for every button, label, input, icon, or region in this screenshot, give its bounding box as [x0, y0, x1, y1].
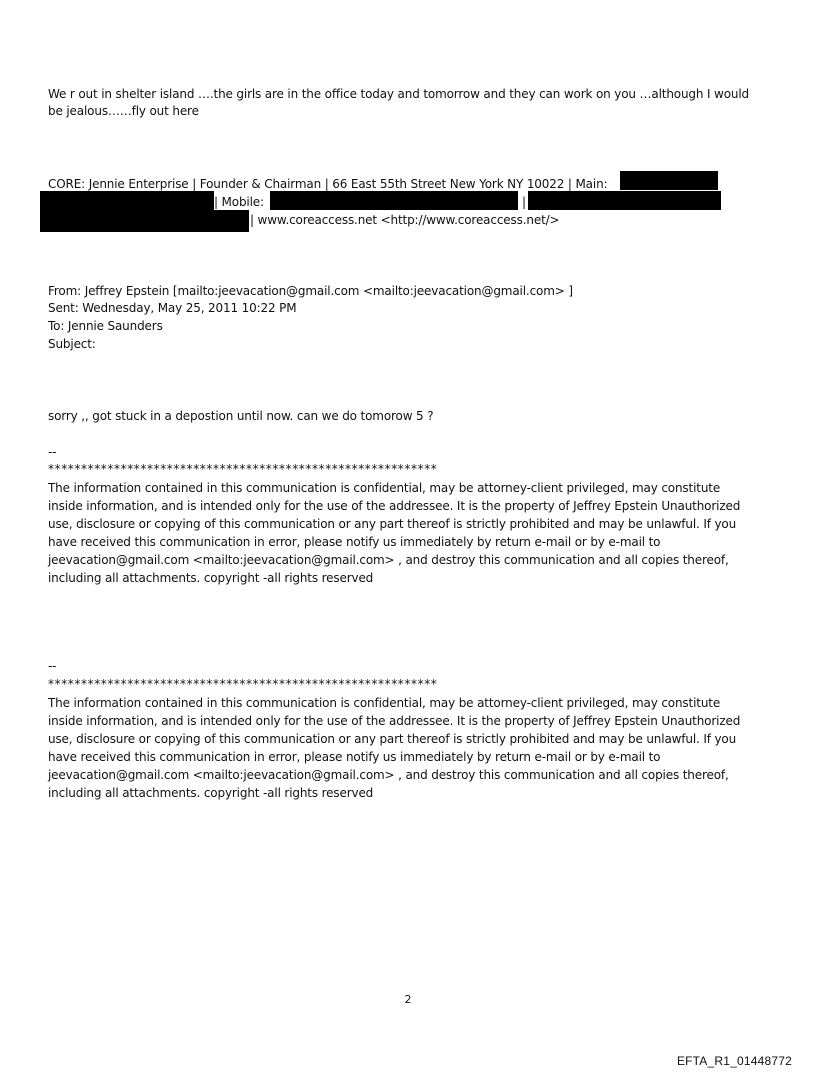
- bates-number: EFTA_R1_01448772: [676, 1054, 792, 1068]
- disclaimer-line: jeevacation@gmail.com <mailto:jeevacation@gmail.com> , and destroy this communication and all copies thereof,: [48, 768, 729, 782]
- redaction-block: [620, 171, 718, 190]
- reply-text: sorry ,, got stuck in a depostion until now. can we do tomorow 5 ?: [48, 409, 434, 423]
- redaction-block: [528, 191, 721, 210]
- signature-line: CORE: Jennie Enterprise | Founder & Chairman | 66 East 55th Street New York NY 10022 | Main:: [48, 177, 608, 191]
- signature-line: | www.coreaccess.net <http://www.coreaccess.net/>: [250, 213, 560, 227]
- disclaimer-line: jeevacation@gmail.com <mailto:jeevacation@gmail.com> , and destroy this communication and all copies thereof,: [48, 553, 729, 567]
- star-divider: ***********************************************************: [48, 462, 438, 476]
- disclaimer-line: use, disclosure or copying of this communication or any part thereof is strictly prohibited and may be unlawful. If you: [48, 732, 737, 746]
- disclaimer-line: inside information, and is intended only for the use of the addressee. It is the property of Jeffrey Epstein Unauthorized: [48, 499, 741, 513]
- header-sent: Sent: Wednesday, May 25, 2011 10:22 PM: [48, 301, 297, 315]
- redaction-block: [270, 191, 518, 210]
- star-divider: ***********************************************************: [48, 677, 438, 691]
- disclaimer-line: inside information, and is intended only for the use of the addressee. It is the property of Jeffrey Epstein Unauthorized: [48, 714, 741, 728]
- page-number: 2: [404, 993, 412, 1006]
- disclaimer-line: The information contained in this communication is confidential, may be attorney-client privileged, may constitute: [48, 481, 721, 495]
- signature-line: | Mobile:: [214, 195, 264, 209]
- disclaimer-line: use, disclosure or copying of this communication or any part thereof is strictly prohibited and may be unlawful. If you: [48, 517, 737, 531]
- signature-dash: --: [48, 659, 57, 673]
- message-line: be jealous……fly out here: [48, 104, 199, 118]
- signature-dash: --: [48, 445, 57, 459]
- redaction-block: [40, 191, 214, 210]
- disclaimer-line: have received this communication in error, please notify us immediately by return e-mail or by e-mail to: [48, 750, 661, 764]
- header-from: From: Jeffrey Epstein [mailto:jeevacation@gmail.com <mailto:jeevacation@gmail.com> ]: [48, 284, 573, 298]
- disclaimer-line: have received this communication in error, please notify us immediately by return e-mail or by e-mail to: [48, 535, 661, 549]
- message-line: We r out in shelter island ….the girls are in the office today and tomorrow and they can work on you …although I would: [48, 87, 750, 101]
- signature-separator: |: [522, 195, 526, 209]
- header-to: To: Jennie Saunders: [48, 319, 163, 333]
- disclaimer-line: including all attachments. copyright -all rights reserved: [48, 571, 374, 585]
- header-subject: Subject:: [48, 337, 96, 351]
- disclaimer-line: The information contained in this communication is confidential, may be attorney-client privileged, may constitute: [48, 696, 721, 710]
- disclaimer-line: including all attachments. copyright -all rights reserved: [48, 786, 374, 800]
- redaction-block: [40, 210, 249, 232]
